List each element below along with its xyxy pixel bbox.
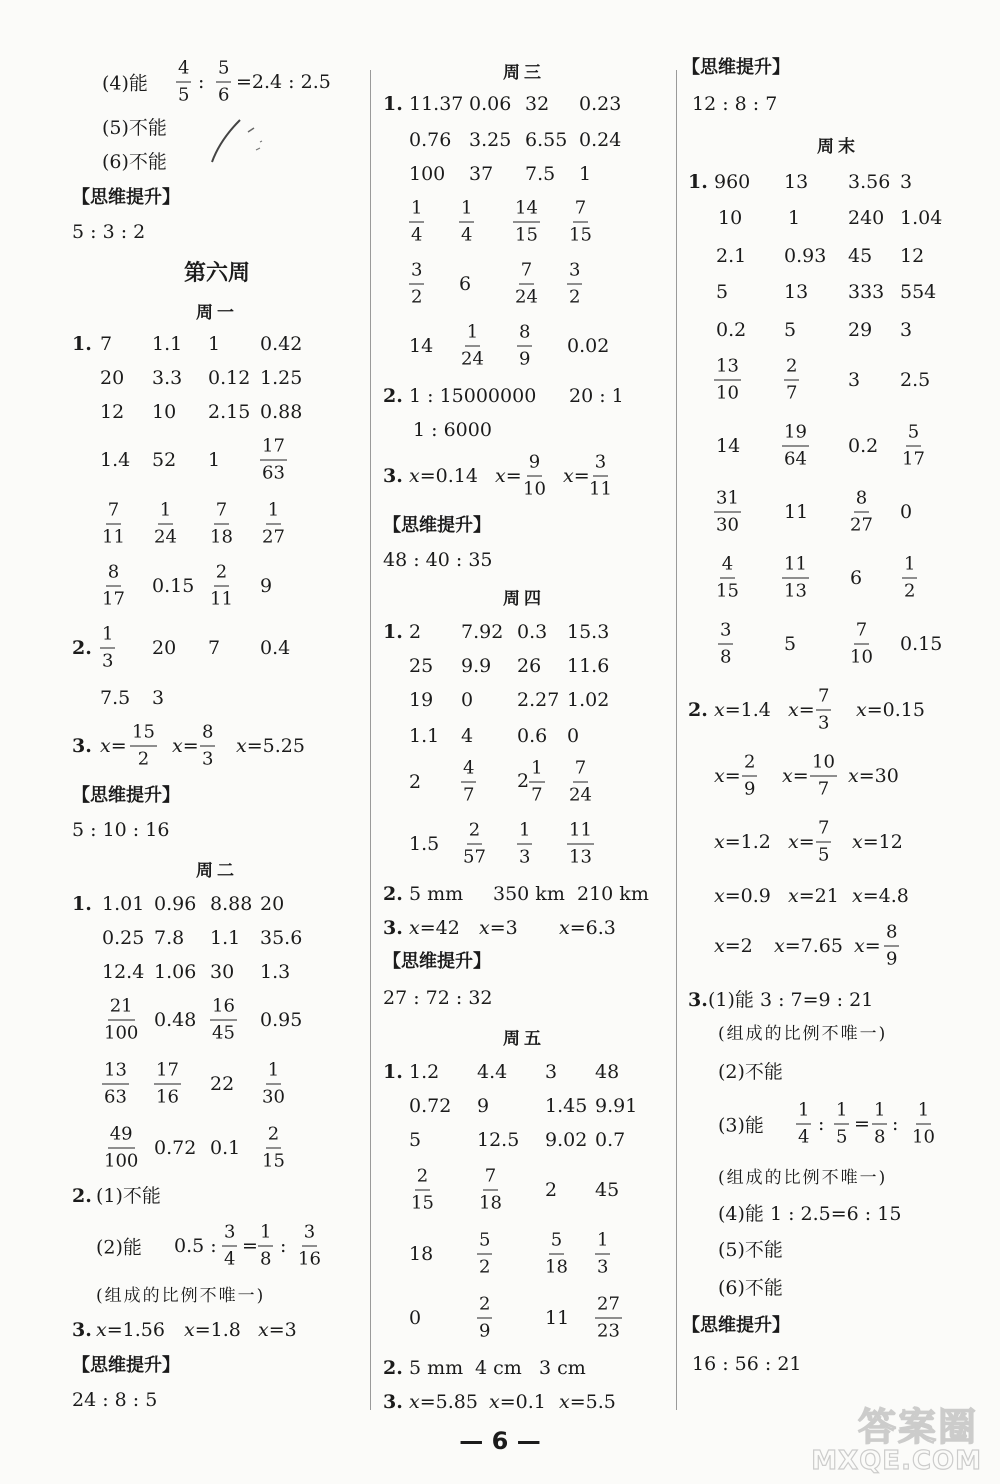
fraction: $\frac{1}{27}$	[262, 499, 285, 548]
fraction: $\frac{13}{63}$	[104, 1059, 127, 1108]
note: (组成的比例不唯一)	[96, 1286, 266, 1306]
fraction: $\frac{17}{16}$	[156, 1059, 179, 1108]
fraction: $\frac{8}{27}$	[850, 487, 873, 536]
think-answer: 5 : 3 : 2	[72, 221, 146, 243]
fraction: $\frac{2}{11}$	[210, 561, 233, 610]
fraction: $\frac{5}{17}$	[902, 421, 925, 470]
fraction: $\frac{2}{15}$	[262, 1123, 285, 1172]
fraction: $\frac{5}{2}$	[479, 1229, 491, 1278]
fraction: $\frac{7}{10}$	[850, 619, 873, 668]
answer-row: (4)能 1 : 2.5=6 : 15	[718, 1203, 902, 1225]
section-heading-think: 【思维提升】	[383, 951, 491, 972]
fraction: $\frac{3}{4}$	[224, 1221, 236, 1270]
section-heading-think: 【思维提升】	[72, 785, 180, 806]
fraction: $\frac{11}{13}$	[569, 819, 592, 868]
fraction: $\frac{1}{10}$	[912, 1099, 935, 1148]
fraction: $\frac{5}{6}$	[218, 57, 230, 106]
note: (组成的比例不唯一)	[718, 1168, 888, 1188]
day-heading: 周四	[503, 589, 545, 609]
fraction: $\frac{1}{3}$	[597, 1229, 609, 1278]
fraction: $\frac{2}{15}$	[411, 1165, 434, 1214]
section-heading-think: 【思维提升】	[682, 1315, 790, 1336]
fraction: $\frac{3}{16}$	[298, 1221, 321, 1270]
fraction: $\frac{4}{15}$	[716, 553, 739, 602]
fraction: $\frac{21}{100}$	[104, 995, 139, 1044]
section-heading-think: 【思维提升】	[72, 187, 180, 208]
fraction: $\frac{2}{7}$	[786, 355, 798, 404]
fraction: $\frac{10}{7}$	[812, 751, 835, 800]
fraction: $\frac{2}{9}$	[744, 751, 756, 800]
answer-row: (6)不能	[718, 1277, 783, 1299]
think-answer: 27 : 72 : 32	[383, 987, 493, 1009]
day-heading: 周五	[503, 1029, 545, 1049]
fraction: $\frac{15}{2}$	[132, 721, 155, 770]
fraction: $\frac{11}{13}$	[784, 553, 807, 602]
fraction: $\frac{4}{5}$	[178, 57, 190, 106]
section-heading-think: 【思维提升】	[682, 57, 790, 78]
fraction: $\frac{7}{5}$	[818, 817, 830, 866]
day-heading: 周二	[196, 861, 238, 881]
fraction: $\frac{1}{24}$	[154, 499, 177, 548]
answer-row: (5)不能	[718, 1239, 783, 1261]
fraction: $\frac{2}{9}$	[479, 1293, 491, 1342]
fraction: $\frac{3}{2}$	[569, 259, 581, 308]
fraction: $\frac{27}{23}$	[597, 1293, 620, 1342]
think-answer: 16 : 56 : 21	[692, 1353, 802, 1375]
watermark-logo: 答案圈 MXQE.COM	[811, 1405, 982, 1476]
fraction: $\frac{7}{24}$	[569, 757, 592, 806]
fraction: $\frac{1}{4}$	[461, 197, 473, 246]
fraction: $\frac{8}{9}$	[886, 921, 898, 970]
mixed-number: 2 $\frac{1}{7}$	[517, 757, 543, 806]
week-title: 第六周	[183, 260, 250, 286]
fraction: $\frac{1}{2}$	[904, 553, 916, 602]
fraction: $\frac{17}{63}$	[262, 435, 285, 484]
page-number: — 6 —	[459, 1427, 541, 1455]
item-label: (4)能	[102, 72, 148, 95]
fraction: $\frac{8}{17}$	[102, 561, 125, 610]
fraction: $\frac{8}{9}$	[519, 321, 531, 370]
fraction: $\frac{49}{100}$	[104, 1123, 139, 1172]
fraction: $\frac{19}{64}$	[784, 421, 807, 470]
fraction: $\frac{31}{30}$	[716, 487, 739, 536]
think-answer: 48 : 40 : 35	[383, 549, 493, 571]
section-heading-think: 【思维提升】	[383, 515, 491, 536]
think-answer: 24 : 8 : 5	[72, 1389, 158, 1411]
section-heading-think: 【思维提升】	[72, 1355, 180, 1376]
fraction: $\frac{3}{8}$	[720, 619, 732, 668]
fraction: $\frac{7}{11}$	[102, 499, 125, 548]
fraction: $\frac{3}{11}$	[589, 451, 612, 500]
fraction: $\frac{7}{24}$	[515, 259, 538, 308]
fraction: $\frac{9}{10}$	[523, 451, 546, 500]
fraction: $\frac{7}{18}$	[210, 499, 233, 548]
think-answer: 5 : 10 : 16	[72, 819, 170, 841]
fraction: $\frac{1}{4}$	[798, 1099, 810, 1148]
fraction: $\frac{13}{10}$	[716, 355, 739, 404]
fraction: $\frac{1}{30}$	[262, 1059, 285, 1108]
fraction: $\frac{7}{18}$	[479, 1165, 502, 1214]
fraction: $\frac{2}{57}$	[463, 819, 486, 868]
fraction: $\frac{1}{4}$	[411, 197, 423, 246]
day-heading: 周末	[817, 137, 859, 157]
fraction: $\frac{16}{45}$	[212, 995, 235, 1044]
fraction: $\frac{1}{8}$	[874, 1099, 886, 1148]
day-heading: 周三	[503, 63, 545, 83]
fraction: $\frac{7}{3}$	[818, 685, 830, 734]
column-divider	[676, 70, 677, 1410]
note: (组成的比例不唯一)	[718, 1024, 888, 1044]
pen-mark	[202, 110, 282, 170]
fraction: $\frac{1}{3}$	[102, 623, 114, 672]
day-heading: 周一	[196, 303, 238, 323]
answer-row: (6)不能	[102, 151, 167, 173]
fraction: $\frac{1}{8}$	[260, 1221, 272, 1270]
fraction: $\frac{1}{3}$	[519, 819, 531, 868]
think-answer: 12 : 8 : 7	[692, 93, 778, 115]
fraction: $\frac{1}{5}$	[836, 1099, 848, 1148]
fraction: $\frac{5}{18}$	[545, 1229, 568, 1278]
column-divider	[370, 70, 371, 1410]
fraction: $\frac{7}{15}$	[569, 197, 592, 246]
answer-row: (5)不能	[102, 117, 167, 139]
fraction: $\frac{1}{24}$	[461, 321, 484, 370]
fraction: $\frac{14}{15}$	[515, 197, 538, 246]
fraction: $\frac{3}{2}$	[411, 259, 423, 308]
answer-row: (2)不能	[718, 1061, 783, 1083]
fraction: $\frac{4}{7}$	[463, 757, 475, 806]
fraction: $\frac{8}{3}$	[202, 721, 214, 770]
